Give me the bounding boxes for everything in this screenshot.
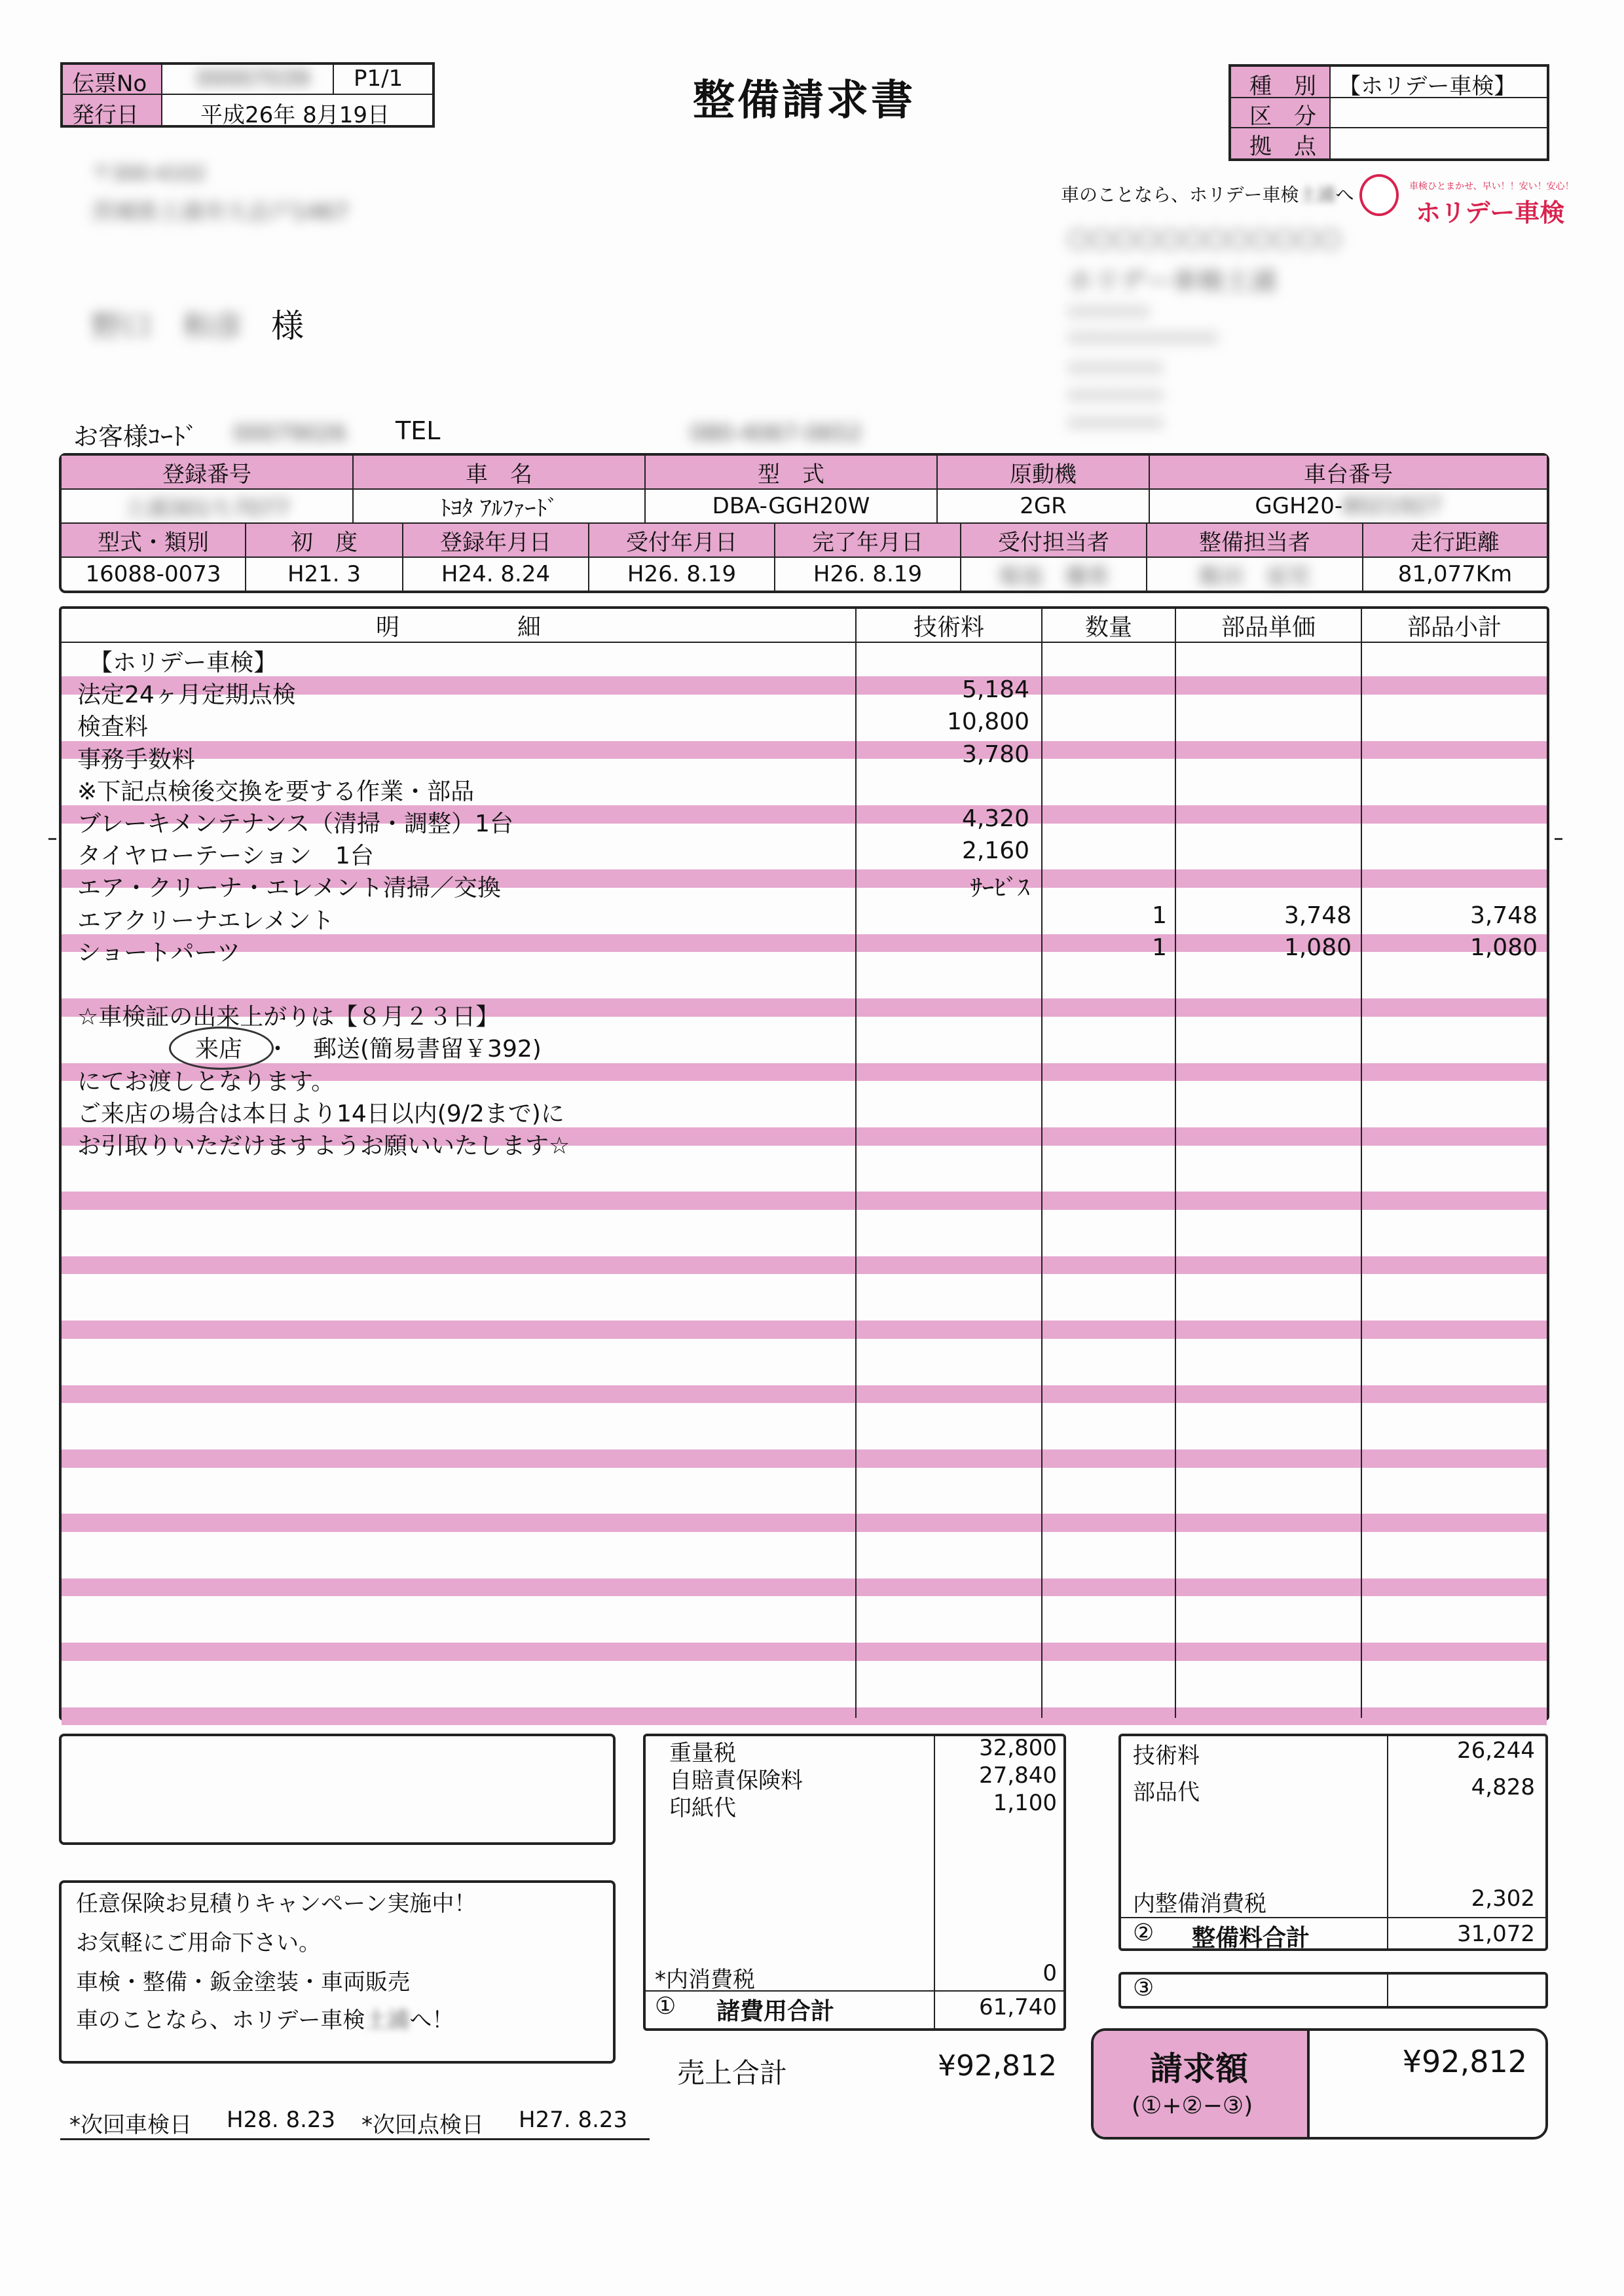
item-subtotal: 1,080 — [1469, 934, 1538, 961]
tel-value: 080-4067-0652 — [690, 420, 862, 446]
maint-label-tech: 技術料 — [1133, 1743, 1200, 1769]
vh-complete-date: 完了年月日 — [812, 529, 923, 556]
vh-model: 型 式 — [758, 461, 824, 488]
vh-receptionist: 受付担当者 — [998, 529, 1109, 556]
vh-chassis: 車台番号 — [1304, 461, 1393, 488]
slip-no-label: 伝票No — [72, 71, 147, 97]
items-header-desc: 明 細 — [375, 613, 541, 641]
item-desc: ショートパーツ — [77, 939, 241, 966]
shop-logo: ホリデー車検 — [1416, 198, 1565, 227]
item-fee: 2,160 — [961, 837, 1029, 865]
table-row — [62, 1093, 1547, 1125]
deduction-mark: ③ — [1133, 1975, 1154, 2001]
maint-total-label: 整備料合計 — [1192, 1925, 1310, 1952]
items-header-qty: 数量 — [1084, 613, 1132, 641]
shop-address-block: ○○○○○○○○○○○○ ホリデー車検土浦 ○○○○○○ ○○○○○○○○○○○ ○○○○○○○ ○○○○○○○ ○○○○○○○ — [1067, 223, 1342, 431]
maint-label-parts: 部品代 — [1133, 1779, 1200, 1806]
campaign-line-4: 車のことなら、ホリデー車検土浦へ！ — [76, 2007, 454, 2033]
vehicle-chassis: GGH20- 8021927 — [1255, 493, 1442, 519]
item-desc: お引取りいただけますようお願いいたします☆ — [77, 1133, 570, 1159]
customer-address: 茨城県土浦市大志戸1467 — [92, 199, 349, 225]
campaign-line-1: 任意保険お見積りキャンペーン実施中！ — [76, 1891, 477, 1917]
fee-value-stamp: 1,100 — [993, 1790, 1057, 1816]
vh-mileage: 走行距離 — [1411, 529, 1500, 556]
table-row — [62, 1125, 1547, 1157]
vehicle-receptionist: 菊池 優希 — [998, 563, 1109, 590]
vh-reg-date: 登録年月日 — [440, 529, 551, 556]
table-row — [62, 996, 1547, 1031]
items-header-unit: 部品単価 — [1221, 613, 1316, 641]
maint-tax-value: 2,302 — [1471, 1886, 1535, 1912]
selection-circle-visit — [169, 1027, 274, 1070]
logo-small-text: 車検ひとまかせ、早い！！安い！安心！ — [1409, 181, 1574, 192]
table-row — [62, 674, 1547, 709]
item-desc: 【ホリデー車検】 — [77, 649, 278, 676]
customer-postal: 〒300-4102 — [92, 162, 206, 185]
maint-tax-label: 内整備消費税 — [1133, 1891, 1266, 1917]
vehicle-reg-no: 土浦301ち7077 — [124, 495, 290, 522]
table-row — [62, 706, 1547, 741]
table-row — [62, 1061, 1547, 1093]
next-check-label: *次回点検日 — [361, 2112, 484, 2138]
memo-box — [59, 1734, 616, 1845]
item-desc: 検査料 — [77, 714, 149, 741]
maint-value-tech: 26,244 — [1457, 1738, 1535, 1764]
billing-formula: (①+②−③) — [1132, 2092, 1253, 2119]
sales-total-value: ¥92,812 — [938, 2049, 1057, 2083]
vh-engine: 原動機 — [1010, 461, 1077, 488]
customer-honorific: 様 — [271, 307, 304, 345]
vh-reg-no: 登録番号 — [162, 461, 251, 488]
vehicle-complete-date: H26. 8.19 — [813, 561, 923, 587]
document-title: 整備請求書 — [693, 77, 915, 125]
item-desc: ご来店の場合は本日より14日以内(9/2まで)に — [77, 1100, 564, 1127]
table-row — [62, 867, 1547, 902]
item-qty: 1 — [1152, 934, 1167, 961]
item-desc: ※下記点検後交換を要する作業・部品 — [77, 778, 475, 805]
customer-code-label: お客様ｺｰﾄﾞ — [73, 422, 198, 451]
next-inspection-date: H28. 8.23 — [227, 2107, 336, 2133]
vehicle-model: DBA-GGH20W — [712, 493, 870, 519]
fee-total-value: 61,740 — [979, 1994, 1057, 2020]
campaign-line-3: 車検・整備・鈑金塗装・車両販売 — [76, 1969, 410, 1995]
item-fee: 10,800 — [947, 708, 1029, 736]
vehicle-type-class: 16088-0073 — [85, 561, 221, 587]
items-header-fee: 技術料 — [913, 613, 984, 641]
vh-accept-date: 受付年月日 — [626, 529, 737, 556]
item-fee: 5,184 — [961, 676, 1029, 704]
table-row — [62, 932, 1547, 964]
item-desc: エア・クリーナ・エレメント清掃／交換 — [77, 875, 501, 902]
customer-code: 00079026 — [233, 420, 347, 446]
fee-total-mark: ① — [655, 1993, 676, 2020]
table-row — [62, 835, 1547, 870]
vehicle-engine: 2GR — [1020, 493, 1067, 519]
maint-total-mark: ② — [1133, 1920, 1154, 1946]
table-row — [62, 900, 1547, 932]
maint-total-value: 31,072 — [1457, 1921, 1535, 1947]
fee-tax-label: *内消費税 — [655, 1967, 755, 1993]
item-fee: 4,320 — [961, 805, 1029, 832]
customer-name: 野口 和彦 — [92, 308, 242, 344]
category-label-division: 区 分 — [1249, 103, 1316, 130]
table-row — [62, 964, 1547, 996]
item-qty: 1 — [1152, 902, 1167, 929]
billing-label: 請求額 — [1150, 2050, 1248, 2088]
item-desc: 事務手数料 — [77, 746, 196, 773]
next-inspection-label: *次回車検日 — [69, 2112, 192, 2138]
table-row — [62, 803, 1547, 835]
fee-value-weight-tax: 32,800 — [979, 1735, 1057, 1761]
category-label-base: 拠 点 — [1249, 134, 1316, 160]
next-check-date: H27. 8.23 — [519, 2107, 628, 2133]
fee-value-insurance: 27,840 — [979, 1762, 1057, 1789]
item-desc: タイヤローテーション 1台 — [77, 843, 374, 870]
fee-tax-value: 0 — [1043, 1960, 1057, 1986]
slip-no-value: 00007039 — [196, 65, 310, 92]
item-desc: 来店 ・ 郵送(簡易書留￥392) — [77, 1036, 542, 1063]
vehicle-first-reg: H21. 3 — [287, 561, 361, 587]
category-label-type: 種 別 — [1249, 73, 1316, 100]
fee-label-stamp: 印紙代 — [669, 1795, 736, 1821]
item-desc: にてお渡しとなります。 — [77, 1068, 335, 1095]
sales-total-label: 売上合計 — [677, 2057, 788, 2089]
vehicle-car-name: ﾄﾖﾀ ｱﾙﾌｧｰﾄﾞ — [439, 495, 559, 522]
fee-label-weight-tax: 重量税 — [669, 1740, 736, 1766]
item-subtotal: 3,748 — [1469, 902, 1538, 929]
item-desc: ☆車検証の出来上がりは【８月２３日】 — [77, 1004, 500, 1031]
fee-total-label: 諸費用合計 — [716, 1998, 835, 2025]
vh-car-name: 車 名 — [466, 461, 532, 488]
item-desc: ブレーキメンテナンス（清掃・調整）1台 — [77, 811, 513, 837]
item-unit-price: 3,748 — [1283, 902, 1352, 929]
vehicle-reg-date: H24. 8.24 — [441, 561, 551, 587]
maint-value-parts: 4,828 — [1471, 1774, 1535, 1800]
issue-date: 平成26年 8月19日 — [200, 102, 390, 128]
campaign-line-2: お気軽にご用命下さい。 — [76, 1930, 321, 1956]
item-fee: ｻｰﾋﾞｽ — [970, 875, 1029, 902]
vehicle-accept-date: H26. 8.19 — [627, 561, 737, 587]
billing-value: ¥92,812 — [1402, 2044, 1527, 2079]
tel-label: TEL — [396, 416, 441, 445]
vehicle-mileage: 81,077Km — [1397, 561, 1513, 587]
table-row — [62, 1028, 1547, 1063]
vh-type-class: 型式・類別 — [98, 529, 209, 556]
deduction-box — [1118, 1972, 1548, 2009]
items-header-subtotal: 部品小計 — [1407, 613, 1502, 641]
item-desc: 法定24ヶ月定期点検 — [77, 682, 296, 709]
vehicle-mechanic: 飯田 延児 — [1199, 563, 1310, 590]
table-row — [62, 642, 1547, 674]
item-desc: エアクリーナエレメント — [77, 907, 335, 934]
item-fee: 3,780 — [961, 740, 1029, 768]
table-row — [62, 738, 1547, 771]
shop-tagline: 車のことなら、ホリデー車検土浦へ — [1061, 184, 1354, 206]
vh-first-reg: 初 度 — [291, 529, 358, 556]
table-row — [62, 771, 1547, 803]
logo-mascot-icon — [1359, 174, 1399, 216]
item-unit-price: 1,080 — [1283, 934, 1352, 961]
vh-mechanic: 整備担当者 — [1199, 529, 1310, 556]
category-value-type: 【ホリデー車検】 — [1338, 73, 1517, 100]
fee-label-insurance: 自賠責保険料 — [669, 1768, 803, 1794]
page-number: P1/1 — [354, 65, 403, 92]
issue-label: 発行日 — [72, 102, 139, 128]
